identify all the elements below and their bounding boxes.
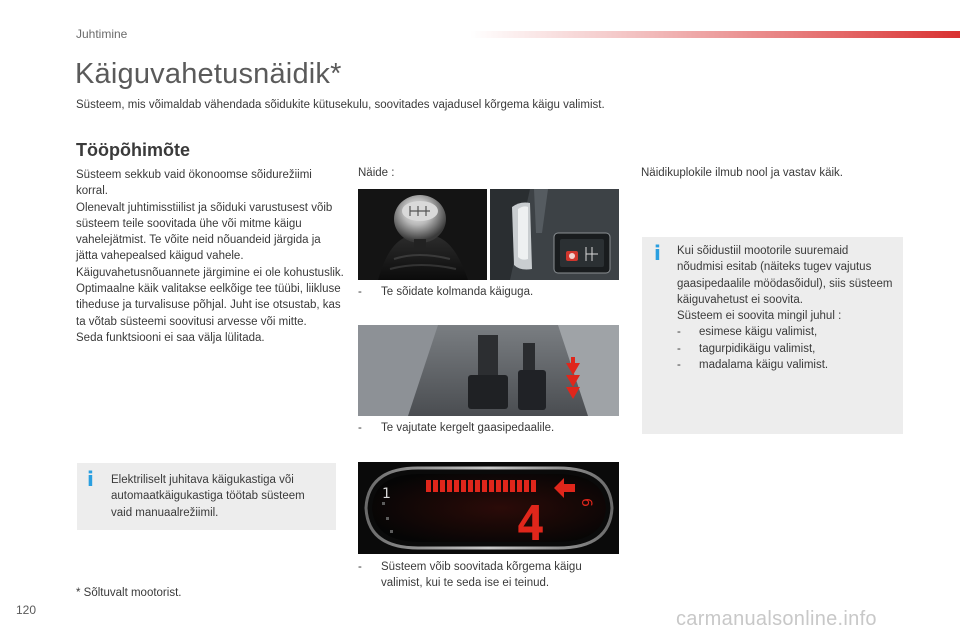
info-box-transmission: [77, 463, 336, 530]
list-item-text: madalama käigu valimist.: [699, 359, 829, 372]
accelerator-pedal-photo: [358, 325, 619, 416]
gauge-number-right: 6: [578, 498, 594, 507]
paragraph: Olenevalt juhtimisstiilist ja sõiduki varustusest võib süsteem teile soovitada ühe või mitme käigu vahelejätmist. Te võite neid nõuandeid järgida ja jätta vahepealsed käigud vahele.: [76, 201, 333, 263]
page-number: 120: [16, 603, 37, 617]
info-list-intro: Süsteem ei soovita mingil juhul :: [677, 310, 842, 323]
intro-text: Süsteem, mis võimaldab vähendada sõidukite kütusekulu, soovitades vajadusel kõrgema käigu valimist.: [76, 99, 605, 111]
paragraph: Seda funktsiooni ei saa välja lülitada.: [76, 331, 265, 344]
gear-digit: 4: [516, 496, 545, 552]
watermark: carmanualsonline.info: [676, 608, 877, 630]
list-dash: -: [677, 342, 681, 355]
info-box-text: [677, 243, 897, 373]
instrument-display-photo: [358, 462, 619, 554]
list-item-text: tagurpidikäigu valimist,: [699, 342, 816, 355]
list-item: [677, 324, 897, 340]
list-item-text: esimese käigu valimist,: [699, 326, 818, 339]
info-icon: i: [654, 241, 661, 265]
info-icon: i: [87, 467, 94, 491]
indicator-text: Näidikuplokile ilmub nool ja vastav käik.: [641, 167, 843, 179]
section-label: Juhtimine: [76, 27, 128, 41]
principle-text: [76, 167, 344, 346]
caption-accelerator: [358, 420, 620, 437]
caption-third-gear: [358, 284, 620, 301]
list-dash: -: [677, 326, 681, 339]
footnote: * Sõltuvalt mootorist.: [76, 587, 182, 599]
page-title: Käiguvahetusnäidik*: [75, 58, 342, 90]
list-dash: -: [358, 422, 362, 434]
gauge-number-left: 1: [382, 486, 391, 502]
info-box-restrictions: [642, 237, 903, 434]
caption-text: Te sõidate kolmanda käiguga.: [381, 286, 534, 298]
dashboard-indicator-photo: [490, 189, 619, 280]
list-item: [677, 357, 897, 373]
paragraph: Süsteem sekkub vaid ökonoomse sõidurežiimi korral.: [76, 169, 312, 198]
list-dash: -: [358, 286, 362, 298]
paragraph: Käiguvahetusnõuannete järgimine ei ole kohustuslik. Optimaalne käik valitakse eelkõige tee tüübi, liikluse tiheduse ja turvalisuse põhjal. Juht ise otsustab, kas ta võtab süsteemi soovitusi arvesse või mitte.: [76, 266, 344, 328]
list-dash: -: [677, 359, 681, 372]
restriction-list: [677, 324, 897, 373]
header-accent-bar: [470, 31, 960, 38]
list-item: [677, 341, 897, 357]
info-intro: Kui sõidustiil mootorile suuremaid nõudmisi esitab (näiteks tugev vajutus gaasipedaalile möödasõidul), siis süsteem käiguvahetust ei soovita.: [677, 245, 893, 306]
gear-lever-photo: [358, 189, 487, 280]
info-box-text: Elektriliselt juhitava käigukastiga või automaatkäigukastiga töötab süsteem vaid manuaalrežiimil.: [111, 474, 305, 519]
caption-text: Te vajutate kergelt gaasipedaalile.: [381, 422, 555, 434]
section-heading: Tööpõhimõte: [76, 140, 190, 160]
caption-higher-gear: [358, 559, 620, 593]
caption-text: Süsteem võib soovitada kõrgema käigu valimist, kui te seda ise ei teinud.: [381, 561, 582, 590]
example-label: Näide :: [358, 167, 395, 179]
list-dash: -: [358, 561, 362, 573]
